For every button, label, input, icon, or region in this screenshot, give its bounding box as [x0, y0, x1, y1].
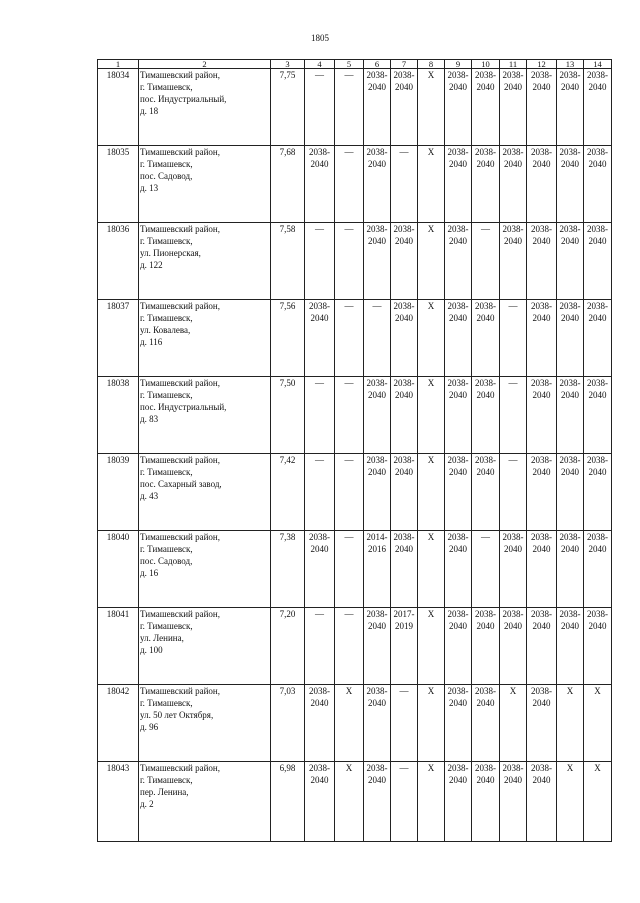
- period-cell: 2038- 2040: [445, 762, 472, 842]
- table-row: [98, 377, 612, 454]
- period-cell: X: [418, 685, 445, 762]
- column-header: 11: [500, 60, 527, 69]
- period-cell: 2038- 2040: [445, 69, 472, 146]
- register-table: [97, 59, 612, 842]
- period-cell: —: [305, 223, 335, 300]
- period-cell: 2038- 2040: [305, 685, 335, 762]
- period-cell: 2038- 2040: [527, 608, 557, 685]
- value-cell: 7,75: [271, 69, 305, 146]
- period-cell: —: [472, 531, 500, 608]
- period-cell: —: [391, 685, 418, 762]
- period-cell: X: [418, 762, 445, 842]
- period-cell: X: [418, 223, 445, 300]
- table-row: [98, 300, 612, 377]
- column-header: 2: [139, 60, 271, 69]
- column-header: 7: [391, 60, 418, 69]
- address-cell: Тимашевский район, г. Тимашевск, пос. Сахарный завод, д. 43: [139, 454, 271, 531]
- value-cell: 7,56: [271, 300, 305, 377]
- column-header: 5: [335, 60, 364, 69]
- period-cell: X: [418, 454, 445, 531]
- period-cell: 2038- 2040: [472, 762, 500, 842]
- period-cell: 2038- 2040: [584, 531, 612, 608]
- address-cell: Тимашевский район, г. Тимашевск, ул. Ленина, д. 100: [139, 608, 271, 685]
- period-cell: 2038- 2040: [557, 531, 584, 608]
- period-cell: 2038- 2040: [391, 377, 418, 454]
- period-cell: 2038- 2040: [527, 531, 557, 608]
- period-cell: 2038- 2040: [527, 454, 557, 531]
- record-number: 18034: [98, 69, 139, 146]
- column-header: 12: [527, 60, 557, 69]
- table-row: [98, 685, 612, 762]
- period-cell: X: [335, 685, 364, 762]
- period-cell: —: [391, 146, 418, 223]
- period-cell: 2038- 2040: [364, 762, 391, 842]
- period-cell: 2038- 2040: [445, 608, 472, 685]
- period-cell: —: [500, 454, 527, 531]
- header-row: [98, 60, 612, 69]
- period-cell: 2038- 2040: [527, 223, 557, 300]
- table-row: [98, 223, 612, 300]
- address-cell: Тимашевский район, г. Тимашевск, ул. Пионерская, д. 122: [139, 223, 271, 300]
- period-cell: 2038- 2040: [305, 531, 335, 608]
- period-cell: 2038- 2040: [445, 685, 472, 762]
- record-number: 18042: [98, 685, 139, 762]
- period-cell: 2038- 2040: [305, 762, 335, 842]
- period-cell: 2038- 2040: [445, 377, 472, 454]
- period-cell: 2038- 2040: [391, 300, 418, 377]
- period-cell: 2038- 2040: [557, 223, 584, 300]
- period-cell: 2038- 2040: [445, 531, 472, 608]
- period-cell: 2038- 2040: [364, 608, 391, 685]
- period-cell: 2038- 2040: [584, 146, 612, 223]
- period-cell: 2038- 2040: [472, 454, 500, 531]
- period-cell: 2038- 2040: [527, 685, 557, 762]
- period-cell: 2038- 2040: [557, 608, 584, 685]
- period-cell: X: [584, 762, 612, 842]
- period-cell: 2038- 2040: [364, 685, 391, 762]
- value-cell: 7,38: [271, 531, 305, 608]
- period-cell: —: [500, 300, 527, 377]
- period-cell: —: [335, 608, 364, 685]
- period-cell: 2038- 2040: [557, 146, 584, 223]
- period-cell: 2038- 2040: [391, 454, 418, 531]
- period-cell: 2038- 2040: [500, 69, 527, 146]
- value-cell: 7,42: [271, 454, 305, 531]
- address-cell: Тимашевский район, г. Тимашевск, ул. Ковалева, д. 116: [139, 300, 271, 377]
- period-cell: X: [418, 608, 445, 685]
- period-cell: X: [335, 762, 364, 842]
- period-cell: —: [335, 377, 364, 454]
- column-header: 8: [418, 60, 445, 69]
- period-cell: —: [305, 377, 335, 454]
- period-cell: 2038- 2040: [472, 377, 500, 454]
- period-cell: 2038- 2040: [391, 223, 418, 300]
- address-cell: Тимашевский район, г. Тимашевск, пос. Индустриальный, д. 83: [139, 377, 271, 454]
- period-cell: 2038- 2040: [527, 69, 557, 146]
- period-cell: 2038- 2040: [445, 300, 472, 377]
- value-cell: 7,58: [271, 223, 305, 300]
- address-cell: Тимашевский район, г. Тимашевск, пер. Ленина, д. 2: [139, 762, 271, 842]
- period-cell: 2038- 2040: [472, 300, 500, 377]
- value-cell: 7,03: [271, 685, 305, 762]
- table-row: [98, 762, 612, 842]
- column-header: 4: [305, 60, 335, 69]
- period-cell: X: [418, 531, 445, 608]
- period-cell: 2038- 2040: [527, 300, 557, 377]
- period-cell: 2038- 2040: [500, 146, 527, 223]
- period-cell: 2038- 2040: [500, 608, 527, 685]
- record-number: 18037: [98, 300, 139, 377]
- period-cell: —: [305, 608, 335, 685]
- period-cell: 2038- 2040: [364, 454, 391, 531]
- address-cell: Тимашевский район, г. Тимашевск, ул. 50 лет Октября, д. 96: [139, 685, 271, 762]
- table-row: [98, 146, 612, 223]
- period-cell: —: [335, 531, 364, 608]
- period-cell: —: [335, 223, 364, 300]
- period-cell: —: [391, 762, 418, 842]
- record-number: 18036: [98, 223, 139, 300]
- period-cell: 2038- 2040: [527, 377, 557, 454]
- page-number: 1805: [311, 33, 329, 43]
- period-cell: —: [500, 377, 527, 454]
- period-cell: 2038- 2040: [364, 377, 391, 454]
- period-cell: —: [335, 300, 364, 377]
- period-cell: 2038- 2040: [557, 300, 584, 377]
- column-header: 13: [557, 60, 584, 69]
- period-cell: —: [305, 69, 335, 146]
- record-number: 18035: [98, 146, 139, 223]
- column-header: 9: [445, 60, 472, 69]
- period-cell: 2038- 2040: [500, 762, 527, 842]
- period-cell: 2038- 2040: [364, 146, 391, 223]
- record-number: 18043: [98, 762, 139, 842]
- period-cell: 2038- 2040: [305, 300, 335, 377]
- period-cell: —: [335, 454, 364, 531]
- period-cell: 2038- 2040: [391, 531, 418, 608]
- column-header: 1: [98, 60, 139, 69]
- record-number: 18041: [98, 608, 139, 685]
- address-cell: Тимашевский район, г. Тимашевск, пос. Садовод, д. 13: [139, 146, 271, 223]
- period-cell: X: [557, 685, 584, 762]
- period-cell: 2038- 2040: [500, 223, 527, 300]
- table-row: [98, 69, 612, 146]
- table-row: [98, 608, 612, 685]
- period-cell: 2038- 2040: [472, 69, 500, 146]
- period-cell: X: [584, 685, 612, 762]
- address-cell: Тимашевский район, г. Тимашевск, пос. Индустриальный, д. 18: [139, 69, 271, 146]
- column-header: 10: [472, 60, 500, 69]
- period-cell: —: [305, 454, 335, 531]
- period-cell: 2038- 2040: [584, 300, 612, 377]
- period-cell: 2038- 2040: [391, 69, 418, 146]
- period-cell: 2038- 2040: [472, 685, 500, 762]
- period-cell: X: [418, 377, 445, 454]
- column-header: 6: [364, 60, 391, 69]
- record-number: 18038: [98, 377, 139, 454]
- period-cell: X: [500, 685, 527, 762]
- period-cell: —: [364, 300, 391, 377]
- period-cell: 2038- 2040: [584, 608, 612, 685]
- period-cell: —: [472, 223, 500, 300]
- value-cell: 7,50: [271, 377, 305, 454]
- period-cell: 2038- 2040: [557, 69, 584, 146]
- column-header: 14: [584, 60, 612, 69]
- period-cell: 2038- 2040: [445, 146, 472, 223]
- period-cell: 2014- 2016: [364, 531, 391, 608]
- period-cell: 2038- 2040: [364, 69, 391, 146]
- period-cell: X: [418, 69, 445, 146]
- period-cell: 2038- 2040: [584, 223, 612, 300]
- period-cell: 2038- 2040: [445, 223, 472, 300]
- period-cell: —: [335, 146, 364, 223]
- period-cell: 2038- 2040: [584, 454, 612, 531]
- address-cell: Тимашевский район, г. Тимашевск, пос. Садовод, д. 16: [139, 531, 271, 608]
- period-cell: 2038- 2040: [584, 69, 612, 146]
- period-cell: 2038- 2040: [527, 762, 557, 842]
- record-number: 18040: [98, 531, 139, 608]
- period-cell: 2038- 2040: [305, 146, 335, 223]
- value-cell: 7,20: [271, 608, 305, 685]
- period-cell: 2038- 2040: [500, 531, 527, 608]
- period-cell: 2038- 2040: [557, 454, 584, 531]
- period-cell: —: [335, 69, 364, 146]
- value-cell: 6,98: [271, 762, 305, 842]
- period-cell: X: [557, 762, 584, 842]
- period-cell: 2017- 2019: [391, 608, 418, 685]
- record-number: 18039: [98, 454, 139, 531]
- period-cell: 2038- 2040: [527, 146, 557, 223]
- table-body: [98, 69, 612, 842]
- period-cell: X: [418, 300, 445, 377]
- period-cell: 2038- 2040: [364, 223, 391, 300]
- period-cell: 2038- 2040: [472, 146, 500, 223]
- column-header: 3: [271, 60, 305, 69]
- period-cell: 2038- 2040: [557, 377, 584, 454]
- period-cell: 2038- 2040: [472, 608, 500, 685]
- table-row: [98, 531, 612, 608]
- period-cell: 2038- 2040: [445, 454, 472, 531]
- period-cell: X: [418, 146, 445, 223]
- value-cell: 7,68: [271, 146, 305, 223]
- table-row: [98, 454, 612, 531]
- period-cell: 2038- 2040: [584, 377, 612, 454]
